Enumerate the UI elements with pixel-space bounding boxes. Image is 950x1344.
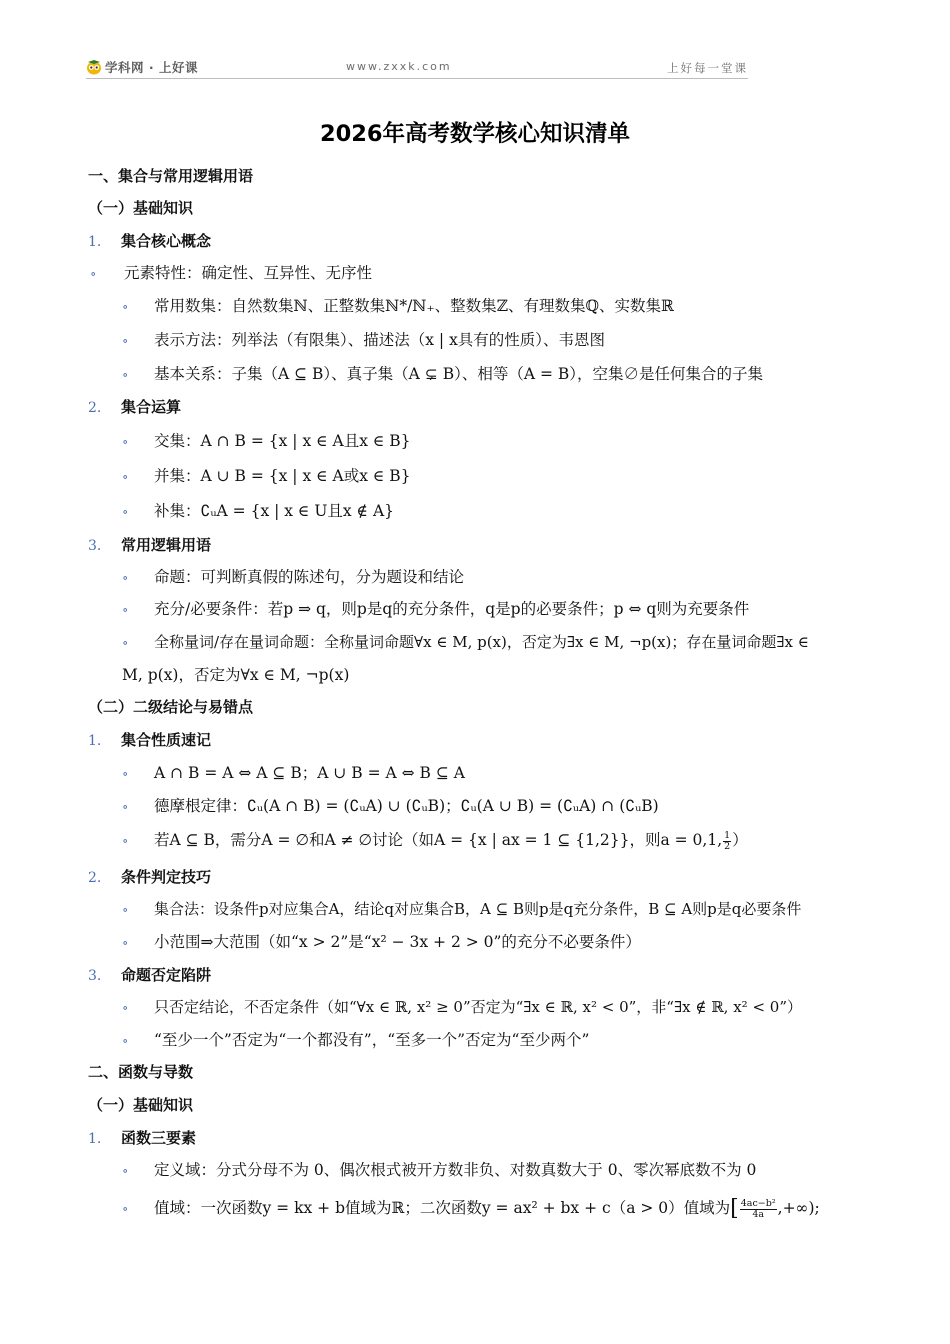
owl-logo-icon (86, 59, 102, 75)
numbered-heading-label: 常用逻辑用语 (121, 536, 212, 554)
list-item-text-part: 若A ⊆ B，需分A = ∅和A ≠ ∅讨论（如A = {x | ax = 1 ⊆ {1,2}}，则a = 0,1, (154, 831, 723, 849)
fraction-numerator: 1 (724, 829, 731, 841)
list-item-text: A ∩ B = A ⇔ A ⊆ B；A ∪ B = A ⇔ B ⊆ A (154, 764, 465, 782)
list-item-text: “至少一个”否定为“一个都没有”，“至多一个”否定为“至少两个” (154, 1031, 590, 1049)
list-item-text: 只否定结论，不否定条件（如“∀x ∈ ℝ, x² ≥ 0”否定为“∃x ∈ ℝ, x² < 0”，非“∃x ∉ ℝ, x² < 0”） (154, 998, 803, 1016)
list-number: 2. (88, 400, 102, 416)
bullet-icon: ∘ (122, 936, 129, 951)
bullet-icon: ∘ (122, 1034, 129, 1049)
bullet-icon: ∘ (122, 571, 129, 586)
page-header (86, 56, 748, 79)
list-item-text: 充分/必要条件：若p ⇒ q，则p是q的充分条件，q是p的必要条件；p ⇔ q则为充要条件 (154, 600, 750, 618)
list-item (122, 1160, 757, 1182)
bullet-icon: ∘ (122, 903, 129, 918)
list-item (122, 997, 803, 1019)
list-item-text: 全称量词/存在量词命题：全称量词命题∀x ∈ M, p(x)，否定为∃x ∈ M, ¬p(x)；存在量词命题∃x ∈ (154, 633, 809, 651)
list-item (122, 1030, 590, 1052)
bullet-icon: ∘ (122, 368, 129, 383)
numbered-heading (88, 730, 212, 751)
list-item (122, 501, 395, 523)
numbered-heading (88, 535, 212, 556)
list-item-text: 交集：A ∩ B = {x | x ∈ A且x ∈ B} (154, 432, 411, 450)
list-number: 2. (88, 870, 102, 886)
list-item-text: 德摩根定律：∁ᵤ(A ∩ B) = (∁ᵤA) ∪ (∁ᵤB)；∁ᵤ(A ∪ B) = (∁ᵤA) ∩ (∁ᵤB) (154, 797, 659, 815)
bullet-icon: ∘ (122, 636, 129, 651)
list-item (122, 932, 641, 954)
list-item-text-part: 值域：一次函数y = kx + b值域为ℝ；二次函数y = ax² + bx + c（a > 0）值域为 (154, 1199, 731, 1217)
list-item (122, 296, 674, 318)
list-item-text: 定义域：分式分母不为 0、偶次根式被开方数非负、对数真数大于 0、零次幂底数不为 0 (154, 1161, 757, 1179)
list-item (122, 1196, 820, 1221)
list-item (122, 330, 606, 352)
fraction-denominator: 4a (752, 1208, 765, 1220)
list-item (90, 263, 373, 285)
list-item (122, 763, 465, 785)
list-item-text-part: ,+∞); (777, 1199, 820, 1217)
subsection-heading: （一）基础知识 (88, 1096, 194, 1114)
list-number: 1. (88, 733, 102, 749)
list-item (122, 431, 411, 453)
section-heading: 一、集合与常用逻辑用语 (88, 167, 254, 185)
bullet-icon: ∘ (122, 800, 129, 815)
list-item-text: 命题：可判断真假的陈述句，分为题设和结论 (154, 568, 465, 586)
list-item (122, 364, 764, 386)
list-number: 3. (88, 968, 102, 984)
numbered-heading-label: 集合性质速记 (121, 731, 212, 749)
list-item-text: 小范围⇒大范围（如“x > 2”是“x² − 3x + 2 > 0”的充分不必要条件） (154, 933, 641, 951)
fraction-denominator: 2 (724, 840, 731, 852)
bullet-icon: ∘ (122, 767, 129, 782)
bullet-icon: ∘ (122, 1001, 129, 1016)
bullet-icon: ∘ (122, 505, 129, 520)
numbered-heading (88, 965, 212, 986)
list-number: 1. (88, 1131, 102, 1147)
fraction (740, 1199, 777, 1220)
bullet-icon: ∘ (122, 300, 129, 315)
logo (86, 58, 198, 76)
subsection-heading: （二）二级结论与易错点 (88, 698, 254, 716)
fraction (723, 831, 731, 852)
bullet-icon: ∘ (122, 603, 129, 618)
list-item-text: 补集：∁ᵤA = {x | x ∈ U且x ∉ A} (154, 502, 395, 520)
bullet-icon: ∘ (90, 267, 97, 282)
bullet-icon: ∘ (122, 470, 129, 485)
bullet-icon: ∘ (122, 834, 129, 849)
numbered-heading-label: 函数三要素 (121, 1129, 197, 1147)
page-title: 2026年高考数学核心知识清单 (319, 121, 631, 147)
list-item-text: 元素特性：确定性、互异性、无序性 (124, 264, 373, 282)
header-slogan: 上好每一堂课 (667, 61, 748, 75)
list-item (122, 796, 659, 818)
list-number: 3. (88, 538, 102, 554)
numbered-heading (88, 231, 212, 252)
subsection-heading: （一）基础知识 (88, 199, 194, 217)
site-url[interactable]: www.zxxk.com (346, 60, 452, 73)
section-heading: 二、函数与导数 (88, 1063, 194, 1081)
logo-text: 学科网 · 上好课 (105, 60, 198, 75)
left-bracket: [ (730, 1196, 739, 1221)
list-item-text: 常用数集：自然数集ℕ、正整数集ℕ*/ℕ₊、整数集ℤ、有理数集ℚ、实数集ℝ (154, 297, 674, 315)
numbered-heading (88, 397, 182, 418)
list-item-text: 表示方法：列举法（有限集）、描述法（x | x具有的性质）、韦恩图 (154, 331, 606, 349)
numbered-heading-label: 命题否定陷阱 (121, 966, 212, 984)
bullet-icon: ∘ (122, 435, 129, 450)
list-number: 1. (88, 234, 102, 250)
list-item (122, 829, 748, 852)
numbered-heading-label: 条件判定技巧 (121, 868, 212, 886)
list-item (122, 899, 802, 921)
numbered-heading-label: 集合核心概念 (121, 232, 212, 250)
list-item-text: 集合法：设条件p对应集合A，结论q对应集合B，A ⊆ B则p是q充分条件，B ⊆ A则p是q必要条件 (154, 900, 802, 918)
numbered-heading (88, 1128, 197, 1149)
list-item-text (154, 1198, 820, 1220)
list-item-text: 基本关系：子集（A ⊆ B）、真子集（A ⊊ B）、相等（A = B），空集∅是任何集合的子集 (154, 365, 764, 383)
bullet-icon: ∘ (122, 334, 129, 349)
list-item-continuation: M, p(x)，否定为∀x ∈ M, ¬p(x) (122, 666, 350, 684)
list-item (122, 567, 465, 589)
list-item-text (154, 830, 748, 852)
list-item (122, 632, 809, 654)
list-item (122, 599, 750, 621)
numbered-heading (88, 867, 212, 888)
list-item-text-part: ） (732, 831, 748, 849)
bullet-icon: ∘ (122, 1202, 129, 1217)
numbered-heading-label: 集合运算 (121, 398, 182, 416)
bullet-icon: ∘ (122, 1164, 129, 1179)
list-item-text: 并集：A ∪ B = {x | x ∈ A或x ∈ B} (154, 467, 411, 485)
fraction-numerator: 4ac−b² (740, 1197, 776, 1209)
list-item (122, 466, 411, 488)
